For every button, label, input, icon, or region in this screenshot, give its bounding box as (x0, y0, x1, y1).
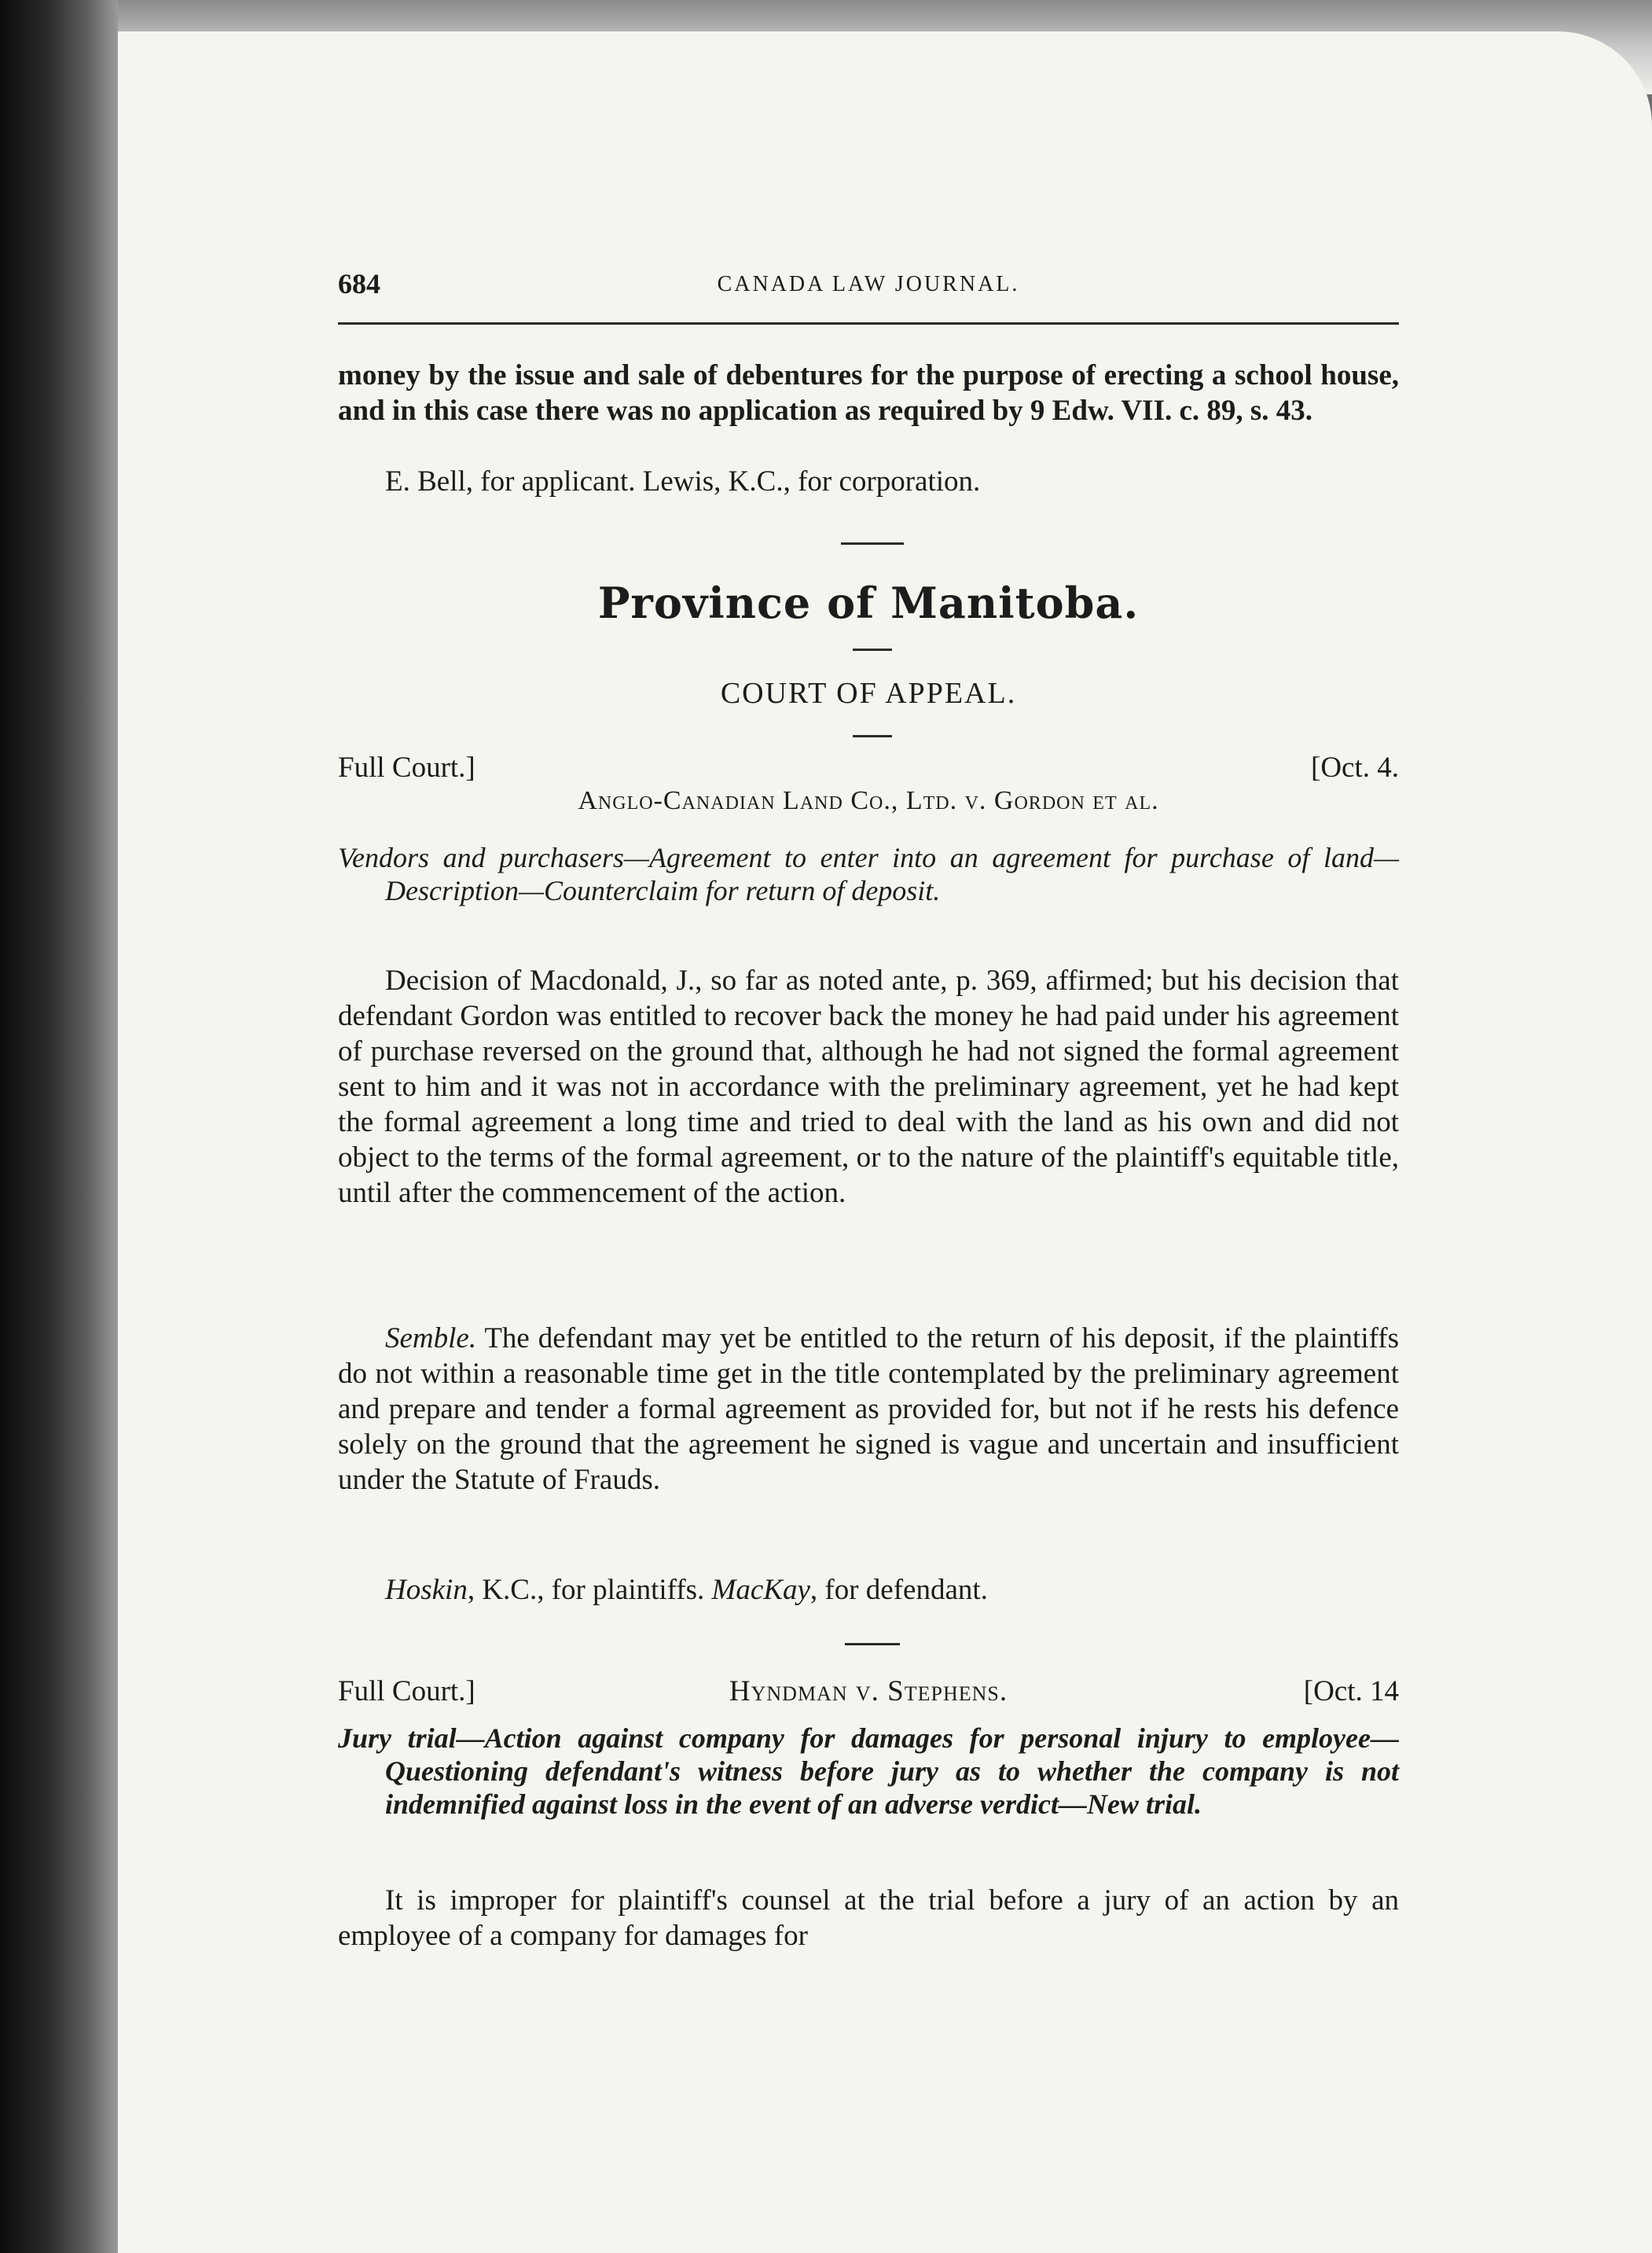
case2-body: It is improper for plaintiff's counsel at the trial before a jury of an action by an employee of a company for damages for (338, 1884, 1399, 1952)
case1-headnote: Vendors and purchasers—Agreement to enter into an agreement for purchase of land—Description—Counterclaim for return of deposit. (338, 842, 1399, 906)
counsel-defendant: MacKay (711, 1574, 810, 1606)
semble-label: Semble. (385, 1322, 477, 1354)
case2-court-label: Full Court.] (338, 1675, 475, 1707)
running-head (338, 267, 1399, 314)
case2-headnote: Jury trial—Action against company for damages for personal injury to employee—Questioning defendant's witness before jury as to whether the company is not indemnified against loss in the event of an adverse verdict—New trial. (338, 1722, 1399, 1820)
continuation-counsel: E. Bell, for applicant. Lewis, K.C., for corporation. (385, 465, 981, 498)
counsel-plaintiffs: Hoskin (385, 1574, 468, 1606)
case1-date: [Oct. 4. (1311, 752, 1399, 784)
case1-caption (338, 751, 1399, 788)
court-heading: COURT OF APPEAL. (720, 677, 1017, 710)
case2-caption (338, 1674, 1399, 1712)
section-divider (841, 542, 904, 545)
counsel-plaintiffs-role: , K.C., for plaintiffs. (467, 1574, 705, 1606)
scan-binding-edge (0, 0, 118, 2253)
continuation-paragraph: money by the issue and sale of debentures for the purpose of erecting a school house, and in this case there was no application as required by 9 Edw. VII. c. 89, s. 43. (338, 359, 1399, 427)
case1-title: Anglo-Canadian Land Co., Ltd. v. Gordon et al. (578, 786, 1159, 815)
province-heading: Province of Manitoba. (597, 578, 1140, 628)
header-rule (338, 322, 1399, 325)
case1-court-label: Full Court.] (338, 752, 475, 784)
semble-text: The defendant may yet be entitled to the return of his deposit, if the plaintiffs do not within a reasonable time get in the title contemplated by the preliminary agreement and prepare and tender a formal agreement as provided for, but not if he rests his defence solely on the ground that the agreement he signed is vague and uncertain and insufficient under the Statute of Frauds. (338, 1322, 1399, 1496)
case-divider (845, 1643, 900, 1645)
case1-decision: Decision of Macdonald, J., so far as noted ante, p. 369, affirmed; but his decision that defendant Gordon was entitled to recover back the money he had paid under his agreement of purchase reversed on the ground that, although he had not signed the formal agreement sent to him and it was not in accordance with the preliminary agreement, yet he had kept the formal agreement a long time and tried to deal with the land as his own and did not object to the terms of the formal agreement, or to the nature of the plaintiff's equitable title, until after the commencement of the action. (338, 965, 1399, 1209)
case2-date: [Oct. 14 (1303, 1675, 1399, 1707)
case1-counsel (338, 1572, 1399, 1608)
section-subdivider (853, 649, 892, 651)
case1-semble (338, 1321, 1399, 1498)
counsel-defendant-role: , for defendant. (809, 1574, 988, 1606)
case2-title: Hyndman v. Stephens. (729, 1675, 1008, 1707)
page-number: 684 (338, 268, 380, 300)
journal-title: CANADA LAW JOURNAL. (717, 272, 1020, 296)
court-divider (853, 735, 892, 737)
